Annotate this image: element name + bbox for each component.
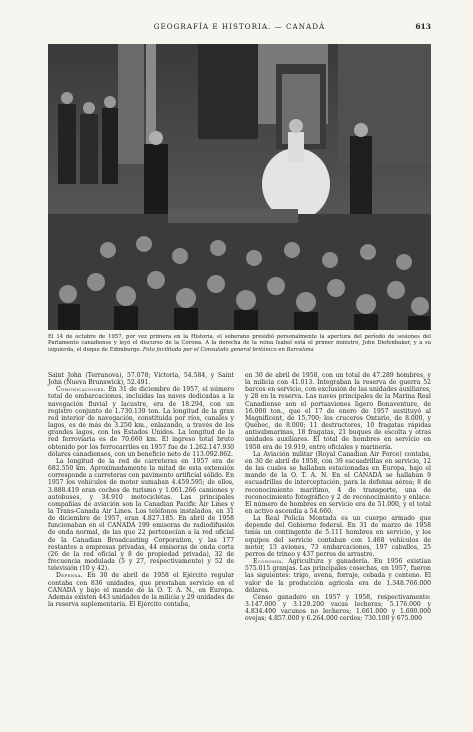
paragraph — [245, 594, 431, 623]
paragraph — [48, 386, 234, 458]
section-lead: Economía. — [253, 558, 284, 566]
section-lead: Defensa. — [56, 572, 83, 580]
paragraph-text: En 31 de diciembre de 1957, el número total de embarcaciones, incluidas las naves dedicadas a la navegación fluvial y lacustre, era de 18.294, con un registro conjunto de 1.730.139 ton. La longitud de la gran red interior de navegación, constituida por ríos, canales y lagos, es de más de 3.250 km., enlazando, a través de los grandes lagos, con los Estados Unidos. La longitud de la red ferroviaria es de 70.660 km. El ingreso total bruto obtenido por los ferrocarriles en 1957 fue de 1.262.147.930 dólares canadienses, con un beneficio neto de 113.092.862. — [48, 386, 234, 458]
paragraph — [245, 515, 431, 558]
paragraph — [245, 558, 431, 594]
paragraph — [48, 458, 234, 573]
running-title: GEOGRAFÍA E HISTORIA. — CANADÁ — [153, 22, 326, 31]
paragraph-text: en 30 de abril de 1958, con un total de 47.289 hombres, y la milicia con 41.013. Integraban la reserva de guerra 52 barcos en servicio, con exclusión de las unidades auxiliares, y 28 en la reserva. Las naves principales de la Marina Real Canadiense son el portaaviones ligero Bonaventure, de 16.000 ton., que el 17 de enero de 1957 sustituyó al Magnificent, de 15.700; los cruceros Ontario, de 8.000, y Quebec, de 8.000; 11 destructores, 10 fragatas rápidas antisubmarinas, 18 fragatas, 21 buques de escolta y otras unidades auxiliares. El total de hombres en servicio en 1958 era de 19.919, entre oficiales y marinería. — [245, 372, 431, 451]
photograph — [48, 44, 431, 330]
right-column — [245, 372, 431, 622]
left-column — [48, 372, 234, 608]
paragraph-text: Censo ganadero en 1957 y 1958, respectivamente: 3.147.000 y 3.129.200 vacas lecheras; 5.176.000 y 4.834.400 vacunos no lecheros; 1.661.000 y 1.690.000 ovejas; 4.857.000 y 6.264.000 cerdos; 730.100 y 675.000 — [245, 593, 431, 623]
page-number: 613 — [415, 22, 431, 31]
paragraph-text: En 30 de abril de 1958 el Ejército regular contaba con 836 unidades, que prestaban servicio en el CANADÁ y bajo el mando de la O. T. A. N., en Europa. Además existen 443 unidades de la milicia y 29 unidades de la reserva suplementaria. El Ejército contaba, — [48, 572, 234, 608]
page-header — [48, 22, 431, 36]
paragraph — [48, 572, 234, 608]
paragraph-text: La longitud de la red de carreteras en 1957 era de 682.550 km. Aproximadamente la mitad de esta extensión corresponde a carreteras con pavimento artificial sólido. En 1957 los vehículos de motor sumaban 4.459.595; de ellos, 3.888.419 eran coches de turismo y 1.061.266 camiones y autobuses, y 34.910 motocicletas. Las principales compañías de aviación son la Canadian Pacific Air Lines y la Trans-Canada Air Lines. Los teléfonos instalados, en 31 de diciembre de 1957, eran 4.827.185. En abril de 1958 funcionaban en el CANADÁ 199 emisoras de radiodifusión de onda normal, de las que 22 pertenecían a la red oficial de la Canadian Broadcasting Corporation, y las 177 restantes a empresas privadas, 44 emisoras de onda corta (26 de la red oficial y 8 de propiedad privada), 32 de frecuencia modulada (5 y 27, respectivamente) y 52 de televisión (10 y 42). — [48, 457, 234, 573]
paragraph-text: La Aviación militar (Royal Canadian Air Force) contaba, en 30 de abril de 1958, con 39 escuadrillas en servicio, 12 de las cuales se hallaban estacionadas en Europa, bajo el mando de la O. T. A. N. En el CANADÁ se hallaban 9 escuadrillas de interceptación, para la defensa aérea; 8 de reconocimiento marítimo, 4 de transporte, una de reconocimiento fotográfico y 2 de reconocimiento y enlace. El número de hombres en servicio era de 51.000, y el total en activo ascendía a 54.660. — [245, 450, 431, 515]
paragraph-text: Saint John (Terranova), 57.078; Victoria, 54.584, y Saint John (Nueva Brunswick), 52.491. — [48, 372, 234, 387]
paragraph — [48, 372, 234, 386]
body-columns — [48, 372, 431, 717]
photo-caption — [48, 334, 431, 353]
section-lead: Comunicaciones. — [56, 386, 106, 394]
paragraph — [245, 451, 431, 515]
paragraph-text: Agricultura y ganadería. En 1956 existían 575.015 granjas. Las principales cosechas, en 1957, fueron las siguientes: trigo, avena, forraje, cebada y centeno. El valor de la producción agrícola era de 1.348.766.000 dólares. — [245, 558, 431, 594]
photo-credit: Foto facilitada por el Consulado general británico en Barcelona — [142, 346, 314, 353]
paragraph-text: La Real Policía Montada es un cuerpo armado que depende del Gobierno federal. En 31 de marzo de 1958 tenía un contingente de 5.111 hombres en servicio, y los equipos del servicio contaban con 1.468 vehículos de motor, 13 aviones, 73 embarcaciones, 197 caballos, 25 perros de trineo y 437 perros de arrastre. — [245, 515, 431, 558]
paragraph — [245, 372, 431, 451]
caption-text: El 14 de octubre de 1957, por vez primera en la Historia, el soberano presidió personalmente la apertura del período de sesiones del Parlamento canadiense y leyó el discurso de la Corona. A la derecha de la reina Isabel está el primer ministro, John Diefenbaker, y a su izquierda, el duque de Edimburgo. — [48, 334, 431, 353]
parliament-photo-illustration — [48, 44, 431, 330]
